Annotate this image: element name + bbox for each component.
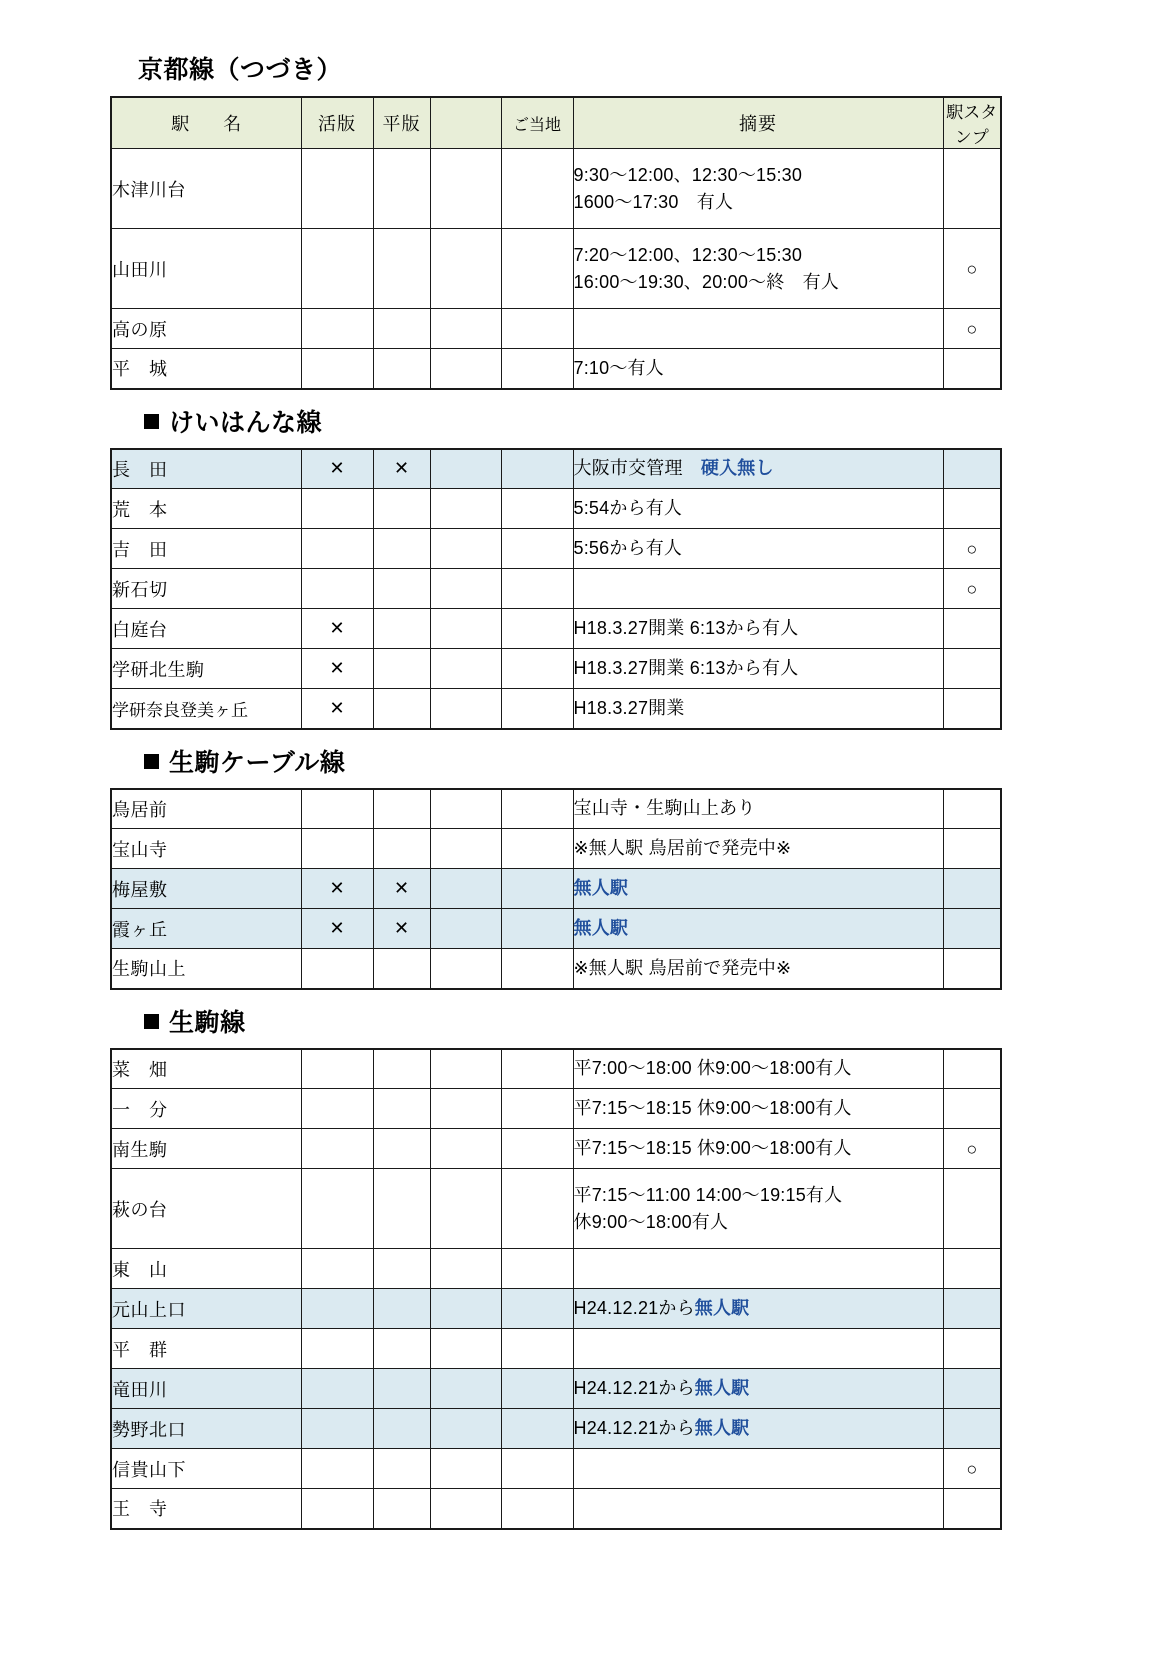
station-name-cell: 勢野北口: [111, 1409, 301, 1449]
table-row: [111, 829, 1001, 869]
station-name-cell: 南生駒: [111, 1129, 301, 1169]
katsuhan-cell: [301, 1129, 373, 1169]
heihan-cell: [373, 229, 430, 309]
note-cell: [573, 309, 943, 349]
note-highlight: 無人駅: [694, 1378, 750, 1398]
table-row: [111, 1329, 1001, 1369]
station-name-cell: 白庭台: [111, 609, 301, 649]
column-header-station: 駅 名: [111, 97, 301, 149]
note-line-2: 16:00〜19:30、20:00〜終 有人: [573, 271, 840, 292]
table-row: [111, 569, 1001, 609]
station-name-cell: 一 分: [111, 1089, 301, 1129]
katsuhan-cell: [301, 529, 373, 569]
station-name-cell: 信貴山下: [111, 1449, 301, 1489]
column-header-heihan: 平版: [373, 97, 430, 149]
heihan-cell: [373, 1089, 430, 1129]
heihan-cell: [373, 309, 430, 349]
note-cell: [573, 529, 943, 569]
table-row: [111, 1169, 1001, 1249]
gotochi-cell: [501, 1489, 573, 1529]
stamp-cell: [943, 489, 1001, 529]
gotochi-cell: [501, 789, 573, 829]
section-title-ikoma-cable-line: [110, 730, 1000, 788]
katsuhan-cell: [301, 309, 373, 349]
note-line-1: 7:10〜有人: [573, 357, 664, 378]
note-cell: [573, 1449, 943, 1489]
note-cell: [573, 1089, 943, 1129]
note-cell: [573, 1489, 943, 1529]
heihan-cell: [373, 569, 430, 609]
document-page: [110, 0, 1000, 1530]
note-cell: [573, 1049, 943, 1089]
station-name-cell: 長 田: [111, 449, 301, 489]
section-title-keihanna-line: [110, 390, 1000, 448]
heihan-cell: [373, 1329, 430, 1369]
gotochi-cell: [501, 1329, 573, 1369]
heihan-cell: [373, 1129, 430, 1169]
heihan-cell: [373, 489, 430, 529]
note-line-1: 平7:15〜11:00 14:00〜19:15有人: [573, 1184, 843, 1205]
note-line-1: H24.12.21から: [573, 1418, 695, 1438]
katsuhan-cell: [301, 1049, 373, 1089]
table-row: [111, 349, 1001, 389]
station-name-cell: 山田川: [111, 229, 301, 309]
table-row: [111, 229, 1001, 309]
table-row: [111, 1289, 1001, 1329]
heihan-cell: ✕: [373, 449, 430, 489]
table-row: [111, 449, 1001, 489]
note-cell: [573, 149, 943, 229]
blank-cell: [430, 1329, 501, 1369]
blank-cell: [430, 1129, 501, 1169]
gotochi-cell: [501, 229, 573, 309]
katsuhan-cell: [301, 1409, 373, 1449]
blank-cell: [430, 569, 501, 609]
note-line-1: H18.3.27開業 6:13から有人: [573, 658, 799, 678]
heihan-cell: [373, 349, 430, 389]
station-name-cell: 学研奈良登美ヶ丘: [111, 689, 301, 729]
heihan-cell: [373, 529, 430, 569]
katsuhan-cell: [301, 1169, 373, 1249]
note-highlight: 硬入無し: [700, 458, 774, 479]
station-name-cell: 梅屋敷: [111, 869, 301, 909]
note-cell: [573, 229, 943, 309]
column-header-note: 摘要: [573, 97, 943, 149]
note-cell: [573, 1369, 943, 1409]
table-row: [111, 1049, 1001, 1089]
stamp-cell: [943, 1369, 1001, 1409]
table-row: [111, 309, 1001, 349]
note-highlight: 無人駅: [694, 1418, 750, 1438]
gotochi-cell: [501, 1129, 573, 1169]
stamp-circle-icon: ○: [943, 309, 1001, 349]
katsuhan-cell: [301, 1289, 373, 1329]
station-name-cell: 菜 畑: [111, 1049, 301, 1089]
blank-cell: [430, 949, 501, 989]
stamp-cell: [943, 949, 1001, 989]
blank-cell: [430, 1049, 501, 1089]
blank-cell: [430, 149, 501, 229]
katsuhan-cell: [301, 1249, 373, 1289]
katsuhan-cell: [301, 949, 373, 989]
stamp-cell: [943, 1329, 1001, 1369]
gotochi-cell: [501, 869, 573, 909]
note-cell: [573, 649, 943, 689]
stamp-circle-icon: ○: [943, 229, 1001, 309]
stamp-cell: [943, 649, 1001, 689]
table-header-row: [111, 97, 1001, 149]
gotochi-cell: [501, 309, 573, 349]
blank-cell: [430, 529, 501, 569]
gotochi-cell: [501, 1289, 573, 1329]
stamp-cell: [943, 869, 1001, 909]
gotochi-cell: [501, 529, 573, 569]
station-name-cell: 平 城: [111, 349, 301, 389]
note-cell: [573, 869, 943, 909]
note-line-1: 9:30〜12:00、12:30〜15:30: [573, 164, 803, 185]
note-line-1: 宝山寺・生駒山上あり: [573, 798, 756, 819]
square-bullet-icon: [144, 1014, 159, 1029]
heihan-cell: [373, 1049, 430, 1089]
blank-cell: [430, 689, 501, 729]
table-row: [111, 869, 1001, 909]
gotochi-cell: [501, 609, 573, 649]
heihan-cell: [373, 1489, 430, 1529]
station-name-cell: 荒 本: [111, 489, 301, 529]
gotochi-cell: [501, 1449, 573, 1489]
station-table-kyoto-line: [110, 96, 1002, 390]
section-title-label: 生駒線: [169, 1008, 246, 1037]
station-name-cell: 霞ヶ丘: [111, 909, 301, 949]
station-name-cell: 平 群: [111, 1329, 301, 1369]
station-name-cell: 吉 田: [111, 529, 301, 569]
station-name-cell: 元山上口: [111, 1289, 301, 1329]
blank-cell: [430, 309, 501, 349]
gotochi-cell: [501, 829, 573, 869]
blank-cell: [430, 1489, 501, 1529]
table-row: [111, 949, 1001, 989]
section-title-ikoma-line: [110, 990, 1000, 1048]
note-line-1: ※無人駅 鳥居前で発売中※: [573, 957, 792, 978]
note-line-1: H24.12.21から: [573, 1378, 695, 1398]
table-row: [111, 649, 1001, 689]
stamp-cell: [943, 1489, 1001, 1529]
note-cell: [573, 789, 943, 829]
station-table-ikoma-line: [110, 1048, 1002, 1530]
column-header-blank: [430, 97, 501, 149]
note-line-1: 5:54から有人: [573, 498, 683, 518]
heihan-cell: [373, 949, 430, 989]
sections-container: [110, 96, 1000, 1530]
table-row: [111, 1489, 1001, 1529]
note-highlight: 無人駅: [573, 918, 629, 938]
blank-cell: [430, 1169, 501, 1249]
stamp-cell: [943, 1089, 1001, 1129]
blank-cell: [430, 349, 501, 389]
station-name-cell: 生駒山上: [111, 949, 301, 989]
katsuhan-cell: ✕: [301, 689, 373, 729]
heihan-cell: [373, 789, 430, 829]
note-cell: [573, 609, 943, 649]
blank-cell: [430, 649, 501, 689]
stamp-cell: [943, 149, 1001, 229]
stamp-cell: [943, 1289, 1001, 1329]
gotochi-cell: [501, 1169, 573, 1249]
note-cell: [573, 829, 943, 869]
stamp-circle-icon: ○: [943, 529, 1001, 569]
heihan-cell: ✕: [373, 909, 430, 949]
note-highlight: 無人駅: [573, 878, 629, 898]
stamp-cell: [943, 689, 1001, 729]
table-row: [111, 909, 1001, 949]
table-row: [111, 789, 1001, 829]
table-row: [111, 1089, 1001, 1129]
gotochi-cell: [501, 489, 573, 529]
note-line-1: 平7:15〜18:15 休9:00〜18:00有人: [573, 1138, 852, 1158]
stamp-cell: [943, 909, 1001, 949]
column-header-stamp: 駅スタンプ: [943, 97, 1001, 149]
gotochi-cell: [501, 1409, 573, 1449]
heihan-cell: [373, 1369, 430, 1409]
note-cell: [573, 1409, 943, 1449]
heihan-cell: [373, 1169, 430, 1249]
heihan-cell: [373, 649, 430, 689]
table-row: [111, 1409, 1001, 1449]
note-line-2: 1600〜17:30 有人: [573, 191, 734, 212]
gotochi-cell: [501, 449, 573, 489]
station-name-cell: 東 山: [111, 1249, 301, 1289]
blank-cell: [430, 869, 501, 909]
katsuhan-cell: [301, 569, 373, 609]
note-cell: [573, 449, 943, 489]
note-line-1: 大阪市交管理: [573, 458, 701, 479]
blank-cell: [430, 1409, 501, 1449]
gotochi-cell: [501, 349, 573, 389]
katsuhan-cell: ✕: [301, 869, 373, 909]
page-title: 京都線（つづき）: [138, 56, 343, 84]
stamp-circle-icon: ○: [943, 1129, 1001, 1169]
heihan-cell: [373, 1289, 430, 1329]
gotochi-cell: [501, 1089, 573, 1129]
heihan-cell: [373, 1449, 430, 1489]
table-row: [111, 1369, 1001, 1409]
blank-cell: [430, 1369, 501, 1409]
blank-cell: [430, 229, 501, 309]
heihan-cell: [373, 829, 430, 869]
katsuhan-cell: [301, 1329, 373, 1369]
column-header-gotochi: ご当地: [501, 97, 573, 149]
gotochi-cell: [501, 689, 573, 729]
blank-cell: [430, 909, 501, 949]
note-line-2: 休9:00〜18:00有人: [573, 1211, 729, 1232]
blank-cell: [430, 1249, 501, 1289]
square-bullet-icon: [144, 414, 159, 429]
note-cell: [573, 489, 943, 529]
note-cell: [573, 349, 943, 389]
square-bullet-icon: [144, 754, 159, 769]
blank-cell: [430, 829, 501, 869]
station-table-ikoma-cable-line: [110, 788, 1002, 990]
note-line-1: 5:56から有人: [573, 538, 683, 558]
katsuhan-cell: [301, 1369, 373, 1409]
note-cell: [573, 949, 943, 989]
katsuhan-cell: [301, 1089, 373, 1129]
gotochi-cell: [501, 909, 573, 949]
heihan-cell: [373, 149, 430, 229]
note-cell: [573, 689, 943, 729]
blank-cell: [430, 1289, 501, 1329]
column-header-katsuhan: 活版: [301, 97, 373, 149]
station-name-cell: 萩の台: [111, 1169, 301, 1249]
heihan-cell: [373, 1249, 430, 1289]
katsuhan-cell: [301, 489, 373, 529]
note-highlight: 無人駅: [694, 1298, 750, 1318]
gotochi-cell: [501, 1369, 573, 1409]
stamp-cell: [943, 1169, 1001, 1249]
heihan-cell: [373, 1409, 430, 1449]
note-line-1: H24.12.21から: [573, 1298, 695, 1318]
note-cell: [573, 1129, 943, 1169]
note-cell: [573, 1329, 943, 1369]
blank-cell: [430, 609, 501, 649]
station-name-cell: 新石切: [111, 569, 301, 609]
note-cell: [573, 909, 943, 949]
katsuhan-cell: ✕: [301, 609, 373, 649]
station-name-cell: 学研北生駒: [111, 649, 301, 689]
gotochi-cell: [501, 149, 573, 229]
stamp-cell: [943, 349, 1001, 389]
stamp-cell: [943, 829, 1001, 869]
stamp-cell: [943, 449, 1001, 489]
note-cell: [573, 1289, 943, 1329]
katsuhan-cell: [301, 1489, 373, 1529]
blank-cell: [430, 1089, 501, 1129]
station-table-keihanna-line: [110, 448, 1002, 730]
station-name-cell: 高の原: [111, 309, 301, 349]
stamp-cell: [943, 789, 1001, 829]
stamp-cell: [943, 609, 1001, 649]
katsuhan-cell: [301, 789, 373, 829]
note-line-1: 平7:00〜18:00 休9:00〜18:00有人: [573, 1058, 852, 1079]
heihan-cell: [373, 689, 430, 729]
section-title-label: 生駒ケーブル線: [169, 748, 346, 777]
gotochi-cell: [501, 1249, 573, 1289]
katsuhan-cell: [301, 349, 373, 389]
station-name-cell: 木津川台: [111, 149, 301, 229]
gotochi-cell: [501, 569, 573, 609]
table-row: [111, 1129, 1001, 1169]
stamp-cell: [943, 1409, 1001, 1449]
station-name-cell: 鳥居前: [111, 789, 301, 829]
katsuhan-cell: [301, 149, 373, 229]
table-row: [111, 1449, 1001, 1489]
section-title-label: けいはんな線: [169, 408, 323, 437]
note-cell: [573, 569, 943, 609]
katsuhan-cell: [301, 229, 373, 309]
blank-cell: [430, 449, 501, 489]
note-line-1: ※無人駅 鳥居前で発売中※: [573, 838, 792, 858]
heihan-cell: ✕: [373, 869, 430, 909]
station-name-cell: 王 寺: [111, 1489, 301, 1529]
katsuhan-cell: ✕: [301, 909, 373, 949]
katsuhan-cell: ✕: [301, 649, 373, 689]
note-line-1: 平7:15〜18:15 休9:00〜18:00有人: [573, 1098, 852, 1118]
katsuhan-cell: ✕: [301, 449, 373, 489]
table-row: [111, 529, 1001, 569]
heihan-cell: [373, 609, 430, 649]
table-row: [111, 689, 1001, 729]
blank-cell: [430, 489, 501, 529]
table-row: [111, 149, 1001, 229]
note-cell: [573, 1169, 943, 1249]
gotochi-cell: [501, 949, 573, 989]
table-row: [111, 1249, 1001, 1289]
station-name-cell: 宝山寺: [111, 829, 301, 869]
stamp-cell: [943, 1249, 1001, 1289]
stamp-circle-icon: ○: [943, 1449, 1001, 1489]
note-cell: [573, 1249, 943, 1289]
gotochi-cell: [501, 649, 573, 689]
gotochi-cell: [501, 1049, 573, 1089]
table-row: [111, 609, 1001, 649]
katsuhan-cell: [301, 1449, 373, 1489]
blank-cell: [430, 1449, 501, 1489]
note-line-1: H18.3.27開業: [573, 697, 685, 718]
table-row: [111, 489, 1001, 529]
stamp-circle-icon: ○: [943, 569, 1001, 609]
station-name-cell: 竜田川: [111, 1369, 301, 1409]
stamp-cell: [943, 1049, 1001, 1089]
note-line-1: 7:20〜12:00、12:30〜15:30: [573, 244, 803, 265]
note-line-1: H18.3.27開業 6:13から有人: [573, 618, 799, 638]
blank-cell: [430, 789, 501, 829]
katsuhan-cell: [301, 829, 373, 869]
